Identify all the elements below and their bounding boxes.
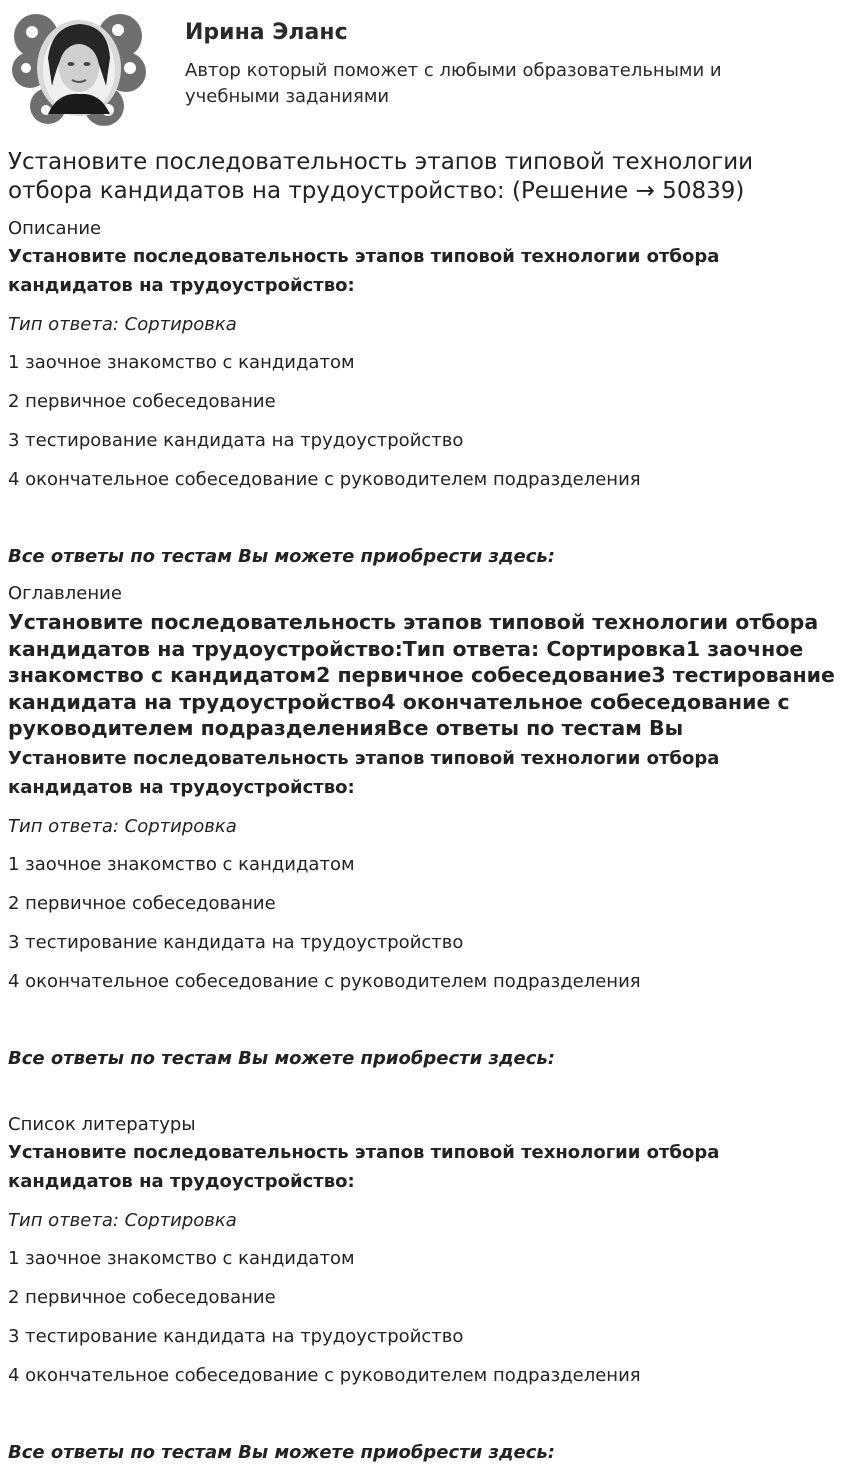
section-label: Описание — [8, 218, 102, 239]
all-answers-link[interactable]: Все ответы по тестам Вы можете приобрести здесь: — [8, 546, 555, 567]
list-item: 1 заочное знакомство с кандидатом — [8, 1248, 355, 1269]
answer-type: Тип ответа: Сортировка — [8, 1210, 237, 1231]
question-text: Установите последовательность этапов типовой технологии отбора кандидатов на трудоустройство: — [8, 747, 720, 798]
toc-title: Установите последовательность этапов типовой технологии отбора кандидатов на трудоустройство:Тип ответа: Сортировка1 заочное знакомство с кандидатом2 первичное собеседование3 тестирование кандидата на трудоустройство4 окончательное собеседование с руководителем подразделенияВсе ответы по тестам Вы — [8, 610, 835, 740]
page-title: Установите последовательность этапов типовой технологии отбора кандидатов на трудоустройство: (Решение → 50839) — [8, 149, 754, 204]
toc-section — [8, 583, 838, 1070]
answer-type: Тип ответа: Сортировка — [8, 815, 237, 837]
list-item: 1 заочное знакомство с кандидатом — [8, 352, 355, 373]
all-answers-link[interactable]: Все ответы по тестам Вы можете приобрести здесь: — [8, 1442, 555, 1463]
list-item: 1 заочное знакомство с кандидатом — [8, 853, 355, 875]
list-item: 3 тестирование кандидата на трудоустройство — [8, 430, 464, 451]
author-avatar — [8, 8, 150, 126]
list-item: 4 окончательное собеседование с руководителем подразделения — [8, 970, 641, 992]
answer-type: Тип ответа: Сортировка — [8, 314, 237, 335]
list-item: 3 тестирование кандидата на трудоустройство — [8, 931, 464, 953]
question-text: Установите последовательность этапов типовой технологии отбора кандидатов на трудоустройство: — [8, 1142, 720, 1192]
all-answers-link[interactable]: Все ответы по тестам Вы можете приобрести здесь: — [8, 1047, 555, 1069]
question-text: Установите последовательность этапов типовой технологии отбора кандидатов на трудоустройство: — [8, 246, 720, 296]
list-item: 4 окончательное собеседование с руководителем подразделения — [8, 1365, 641, 1386]
list-item: 2 первичное собеседование — [8, 892, 276, 914]
author-description: Автор который поможет с любыми образовательными и учебными заданиями — [185, 60, 722, 107]
references-section — [8, 1114, 838, 1464]
list-item: 2 первичное собеседование — [8, 391, 276, 412]
list-item: 4 окончательное собеседование с руководителем подразделения — [8, 469, 641, 490]
author-name[interactable]: Ирина Эланс — [185, 20, 348, 45]
list-item: 3 тестирование кандидата на трудоустройство — [8, 1326, 464, 1347]
author-header — [8, 8, 838, 126]
list-item: 2 первичное собеседование — [8, 1287, 276, 1308]
description-section — [8, 218, 838, 568]
section-label: Оглавление — [8, 583, 122, 604]
avatar-frame-icon — [8, 8, 150, 126]
section-label: Список литературы — [8, 1114, 196, 1135]
